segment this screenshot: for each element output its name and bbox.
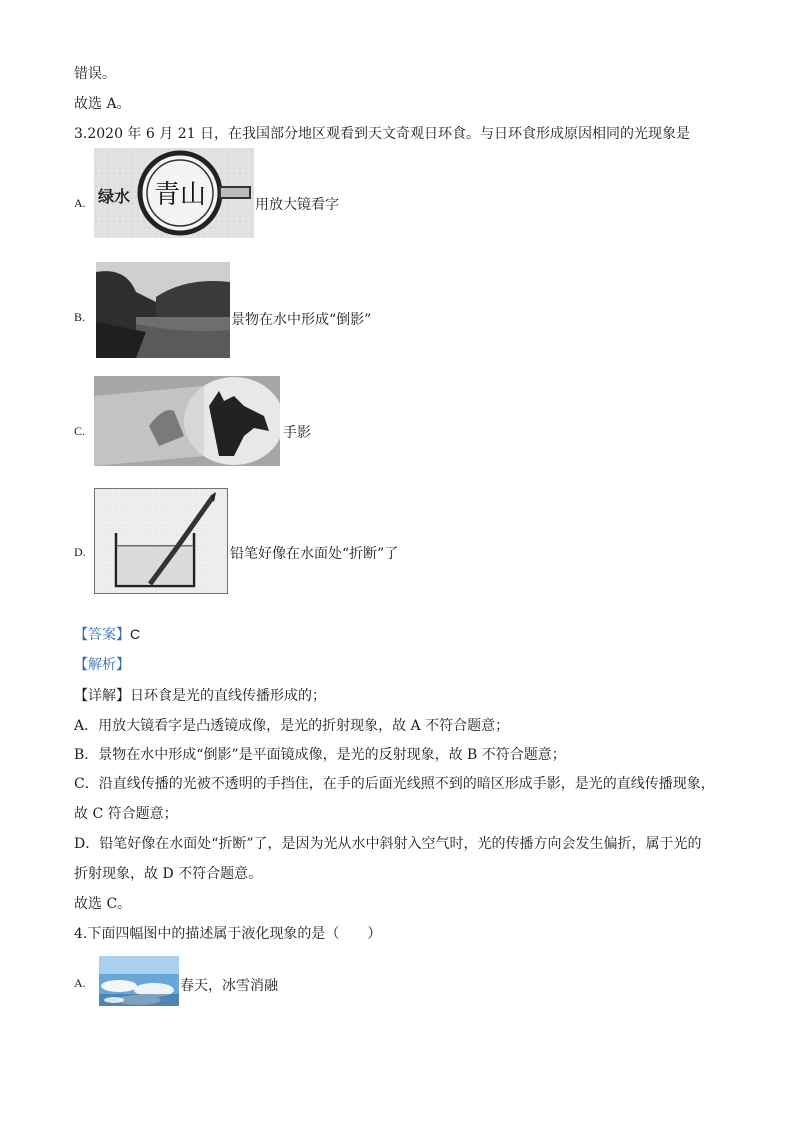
analysis-label: 【解析】 [74,657,130,673]
magnifier-small-text: 绿水 [98,187,131,206]
explanation-d-cont: 折射现象，故 D 不符合题意。 [74,866,263,882]
option-text: 铅笔好像在水面处“折断”了 [230,546,399,562]
explanation-b: B．景物在水中形成“倒影”是平面镜成像，是光的反射现象，故 B 不符合题意； [74,747,566,763]
magnifier-image [94,148,254,238]
option-letter: D. [74,545,86,559]
detail-text: 【详解】日环食是光的直线传播形成的； [74,688,326,704]
answer-line [74,624,140,644]
option-text: 景物在水中形成“倒影” [231,312,372,328]
text-line: 错误。 [74,66,116,82]
pencil-in-water-image [94,488,228,594]
magnifier-large-text: 青山 [153,180,207,210]
answer-value: C [130,626,141,642]
option-text: 手影 [283,425,311,441]
option-letter: A. [74,976,86,990]
option-letter: A. [74,196,86,210]
option-letter: C. [74,424,86,438]
hand-shadow-image [94,376,280,466]
answer-label: 【答案】 [74,626,130,642]
melting-ice-image [99,956,179,1006]
explanation-c: C．沿直线传播的光被不透明的手挡住，在手的后面光线照不到的暗区形成手影，是光的直线传播现象， [74,776,715,792]
explanation-a: A．用放大镜看字是凸透镜成像，是光的折射现象，故 A 不符合题意； [74,718,510,734]
explanation-d: D．铅笔好像在水面处“折断”了，是因为光从水中斜射入空气时，光的传播方向会发生偏折，属于光的 [74,836,702,852]
text-line: 故选 A。 [74,96,131,112]
option-text: 用放大镜看字 [255,197,339,213]
question-stem: 4.下面四幅图中的描述属于液化现象的是（ ） [74,926,382,942]
question-stem: 3.2020 年 6 月 21 日，在我国部分地区观看到天文奇观日环食。与日环食形成原因相同的光现象是 [74,126,690,142]
explanation-c-cont: 故 C 符合题意； [74,806,178,822]
option-text: 春天，冰雪消融 [180,978,278,994]
option-letter: B. [74,310,86,324]
conclusion: 故选 C。 [74,896,132,912]
reflection-image [96,262,230,358]
